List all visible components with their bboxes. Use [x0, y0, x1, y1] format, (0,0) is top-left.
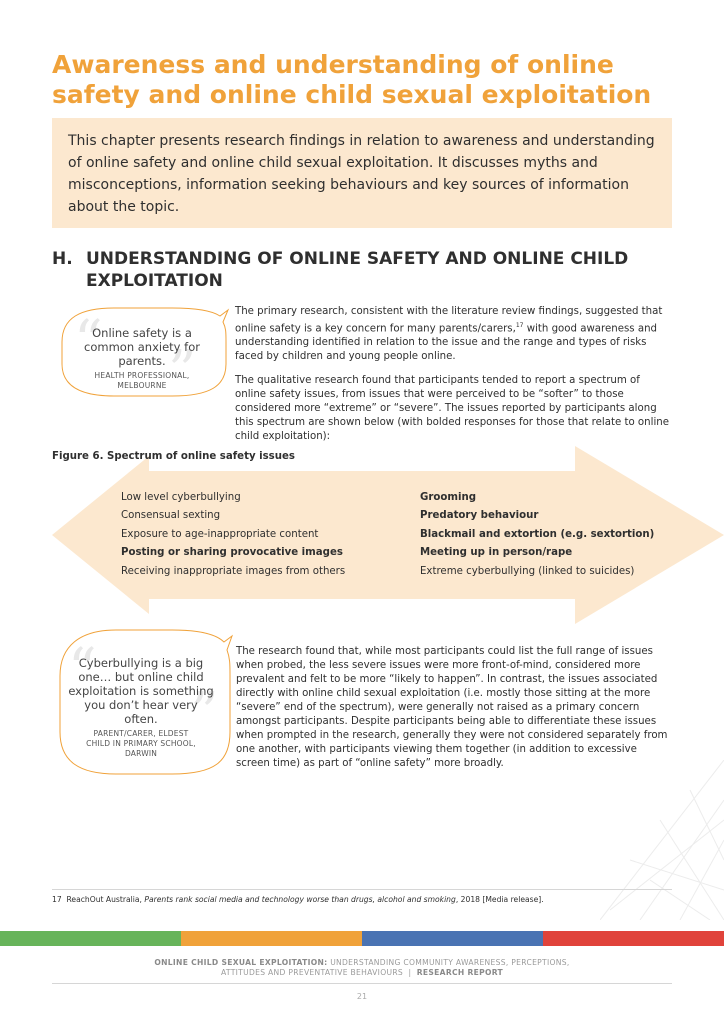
running-footer: ONLINE CHILD SEXUAL EXPLOITATION: UNDERSTANDING COMMUNITY AWARENESS, PERCEPTIONS, ATTITUDES AND PREVENTATIVE BEHAVIOURS | RESEARCH REPORT — [154, 958, 570, 977]
color-bar-red — [543, 931, 724, 946]
open-quote-mark-icon: “ — [74, 309, 103, 374]
spectrum-right-list — [420, 489, 654, 581]
chapter-intro-box — [52, 118, 672, 228]
paragraph-1: The primary research, consistent with the literature review findings, suggested that online safety is a key concern for many parents/carers,$^{17}$ with good awareness and understanding identified in relation to the issue and the range and types of risks faced by children and young people online. — [235, 306, 663, 363]
quote-1-text: Online safety is a common anxiety for parents. — [84, 326, 200, 368]
quote-1 — [70, 309, 214, 404]
close-quote-mark-icon: ” — [168, 339, 197, 404]
quote-2 — [66, 637, 219, 759]
quote-2-text: Cyberbullying is a big one… but online child exploitation is something you don’t hear very often. — [68, 656, 214, 726]
spectrum-item: Low level cyberbullying — [121, 492, 241, 503]
spectrum-item: Receiving inappropriate images from others — [121, 565, 346, 577]
spectrum-item: Exposure to age-inappropriate content — [121, 528, 319, 540]
spectrum-item: Posting or sharing provocative images — [121, 547, 343, 559]
spectrum-item: Predatory behaviour — [420, 510, 539, 522]
color-bar-blue — [362, 931, 543, 946]
paragraph-3: The research found that, while most participants could list the full range of issues when probed, the less severe issues were more front-of-mind, considered more prevalent and felt to be more “likely to happen”. In contrast, the issues associated directly with online child sexual exploitation (i.e. mostly those sitting at the more “severe” end of the spectrum), were generally not raised as a primary concern amongst participants. Despite participants being able to differentiate these issues when prompted in the research, generally they were not considered separately from one another, with participants viewing them together (in addition to excessive screen time) as part of “online safety” more broadly. — [236, 646, 668, 769]
spectrum-item: Meeting up in person/rape — [420, 547, 573, 559]
spectrum-left-list — [121, 489, 345, 581]
spectrum-item: Grooming — [420, 492, 477, 503]
spectrum-item: Extreme cyberbullying (linked to suicides) — [420, 565, 635, 577]
footer-divider — [52, 983, 672, 984]
color-bar-green — [0, 931, 181, 946]
paragraph-2: The qualitative research found that participants tended to report a spectrum of online safety issues, from issues that were perceived to be “softer” to those considered more “extreme” or “severe”. The issues reported by participants along this spectrum are shown below (with bolded responses for those that relate to online child exploitation): — [235, 375, 670, 442]
close-quote-mark-icon: ” — [190, 681, 219, 746]
spectrum-item: Consensual sexting — [121, 510, 221, 522]
footer-color-bar — [0, 931, 724, 946]
section-letter: H. — [52, 249, 73, 269]
section-title: UNDERSTANDING OF ONLINE SAFETY AND ONLINE CHILD EXPLOITATION — [86, 249, 629, 291]
decorative-mesh-pattern — [600, 760, 724, 920]
chapter-title: Awareness and understanding of online safety and online child sexual exploitation — [52, 50, 652, 109]
section-heading — [52, 248, 672, 292]
figure-title: Figure 6. Spectrum of online safety issues — [52, 451, 295, 462]
page-number: 21 — [356, 992, 368, 1001]
footnote-ref-17[interactable]: 17 — [515, 322, 524, 329]
footnote-17: 17 ReachOut Australia, Parents rank social media and technology worse than drugs, alcohol and smoking, 2018 [Media release]. — [52, 895, 544, 904]
color-bar-orange — [181, 931, 362, 946]
footnote-divider — [52, 889, 672, 890]
chapter-intro-text: This chapter presents research findings in relation to awareness and understanding of online safety and online child sexual exploitation. It discusses myths and misconceptions, information seeking behaviours and key sources of information about the topic. — [68, 133, 655, 215]
quote-2-source: PARENT/CARER, ELDEST CHILD IN PRIMARY SCHOOL, DARWIN — [86, 729, 196, 758]
spectrum-item: Blackmail and extortion (e.g. sextortion) — [420, 528, 655, 540]
quote-1-source: HEALTH PROFESSIONAL, MELBOURNE — [94, 371, 190, 390]
open-quote-mark-icon: “ — [68, 637, 97, 702]
